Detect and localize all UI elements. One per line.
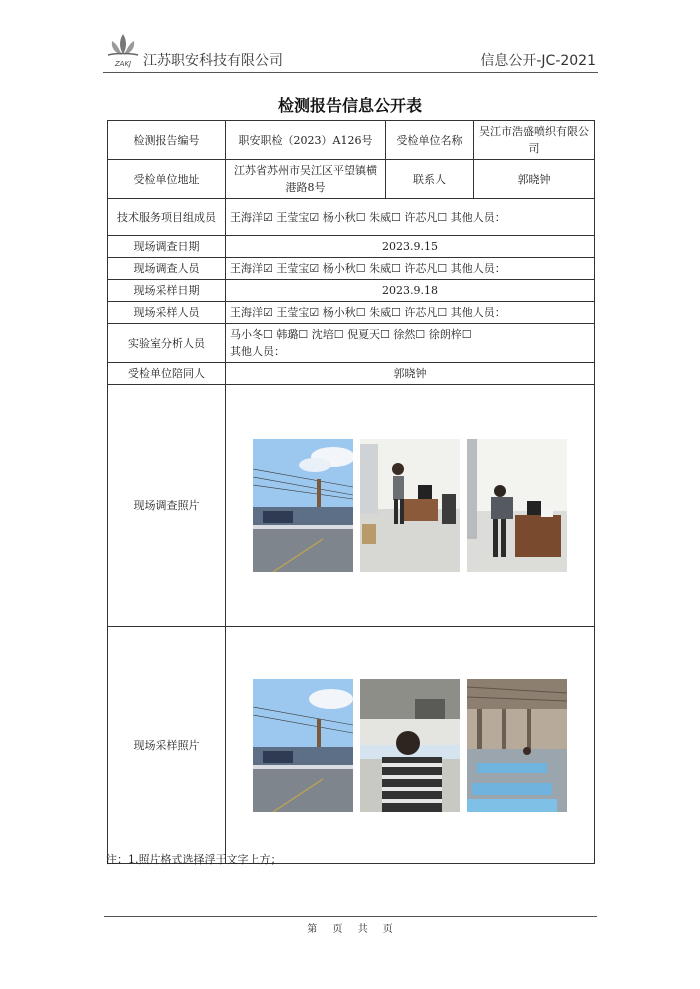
sampling-photos-label: 现场采样照片 — [108, 627, 226, 864]
table-row — [108, 258, 595, 280]
sampling-date-label: 现场采样日期 — [108, 280, 226, 302]
survey-photos-cell — [226, 385, 595, 627]
escort-label: 受检单位陪同人 — [108, 363, 226, 385]
survey-date-value: 2023.9.15 — [226, 236, 595, 258]
page-header — [103, 36, 598, 73]
survey-photo-office-2 — [467, 439, 567, 572]
service-team-label: 技术服务项目组成员 — [108, 199, 226, 236]
report-table — [107, 120, 595, 864]
lab-staff-line-1: 马小冬☐ 韩璐☐ 沈培☐ 倪夏天☐ 徐然☐ 徐朗梓☐ — [230, 328, 472, 341]
table-row — [108, 121, 595, 160]
table-row — [108, 324, 595, 363]
sampling-photo-exterior — [253, 679, 353, 812]
sampling-photos-cell — [226, 627, 595, 864]
table-row — [108, 236, 595, 258]
contact-value: 郭晓钟 — [474, 160, 595, 199]
table-note: 注：1.照片格式选择浮于文字上方； — [106, 853, 282, 866]
survey-date-label: 现场调查日期 — [108, 236, 226, 258]
company-logo — [105, 30, 141, 70]
page-title: 检测报告信息公开表 — [277, 96, 422, 115]
sampling-staff-label: 现场采样人员 — [108, 302, 226, 324]
sampling-date-value: 2023.9.18 — [226, 280, 595, 302]
survey-photo-exterior — [253, 439, 353, 572]
lab-staff-label: 实验室分析人员 — [108, 324, 226, 363]
table-row — [108, 280, 595, 302]
table-row — [108, 627, 595, 864]
survey-staff-value: 王海洋☑ 王莹宝☑ 杨小秋☐ 朱威☐ 许芯凡☐ 其他人员： — [226, 258, 595, 280]
lab-staff-line-2: 其他人员： — [230, 345, 285, 358]
table-row — [108, 199, 595, 236]
page-footer-line — [104, 916, 597, 917]
unit-name-value: 吴江市浩盛喷织有限公司 — [474, 121, 595, 160]
survey-photos-label: 现场调查照片 — [108, 385, 226, 627]
table-row — [108, 160, 595, 199]
table-row — [108, 302, 595, 324]
company-name: 江苏职安科技有限公司 — [143, 53, 283, 69]
report-no-label: 检测报告编号 — [108, 121, 226, 160]
address-label: 受检单位地址 — [108, 160, 226, 199]
report-no-value: 职安职检（2023）A126号 — [226, 121, 386, 160]
survey-staff-label: 现场调查人员 — [108, 258, 226, 280]
svg-text:ZAKJ: ZAKJ — [114, 60, 132, 68]
sampling-photo-workshop — [467, 679, 567, 812]
lab-staff-value — [226, 324, 595, 363]
unit-name-label: 受检单位名称 — [386, 121, 474, 160]
table-row — [108, 363, 595, 385]
sampling-photo-machine — [360, 679, 460, 812]
escort-value: 郭晓钟 — [226, 363, 595, 385]
survey-photo-office-1 — [360, 439, 460, 572]
page-number: 第 页 共 页 — [307, 924, 393, 935]
service-team-value: 王海洋☑ 王莹宝☑ 杨小秋☐ 朱威☐ 许芯凡☐ 其他人员： — [226, 199, 595, 236]
document-code: 信息公开-JC-2021 — [480, 53, 596, 69]
contact-label: 联系人 — [386, 160, 474, 199]
table-row — [108, 385, 595, 627]
address-value: 江苏省苏州市吴江区平望镇横港路8号 — [226, 160, 386, 199]
sampling-staff-value: 王海洋☑ 王莹宝☑ 杨小秋☐ 朱威☐ 许芯凡☐ 其他人员： — [226, 302, 595, 324]
